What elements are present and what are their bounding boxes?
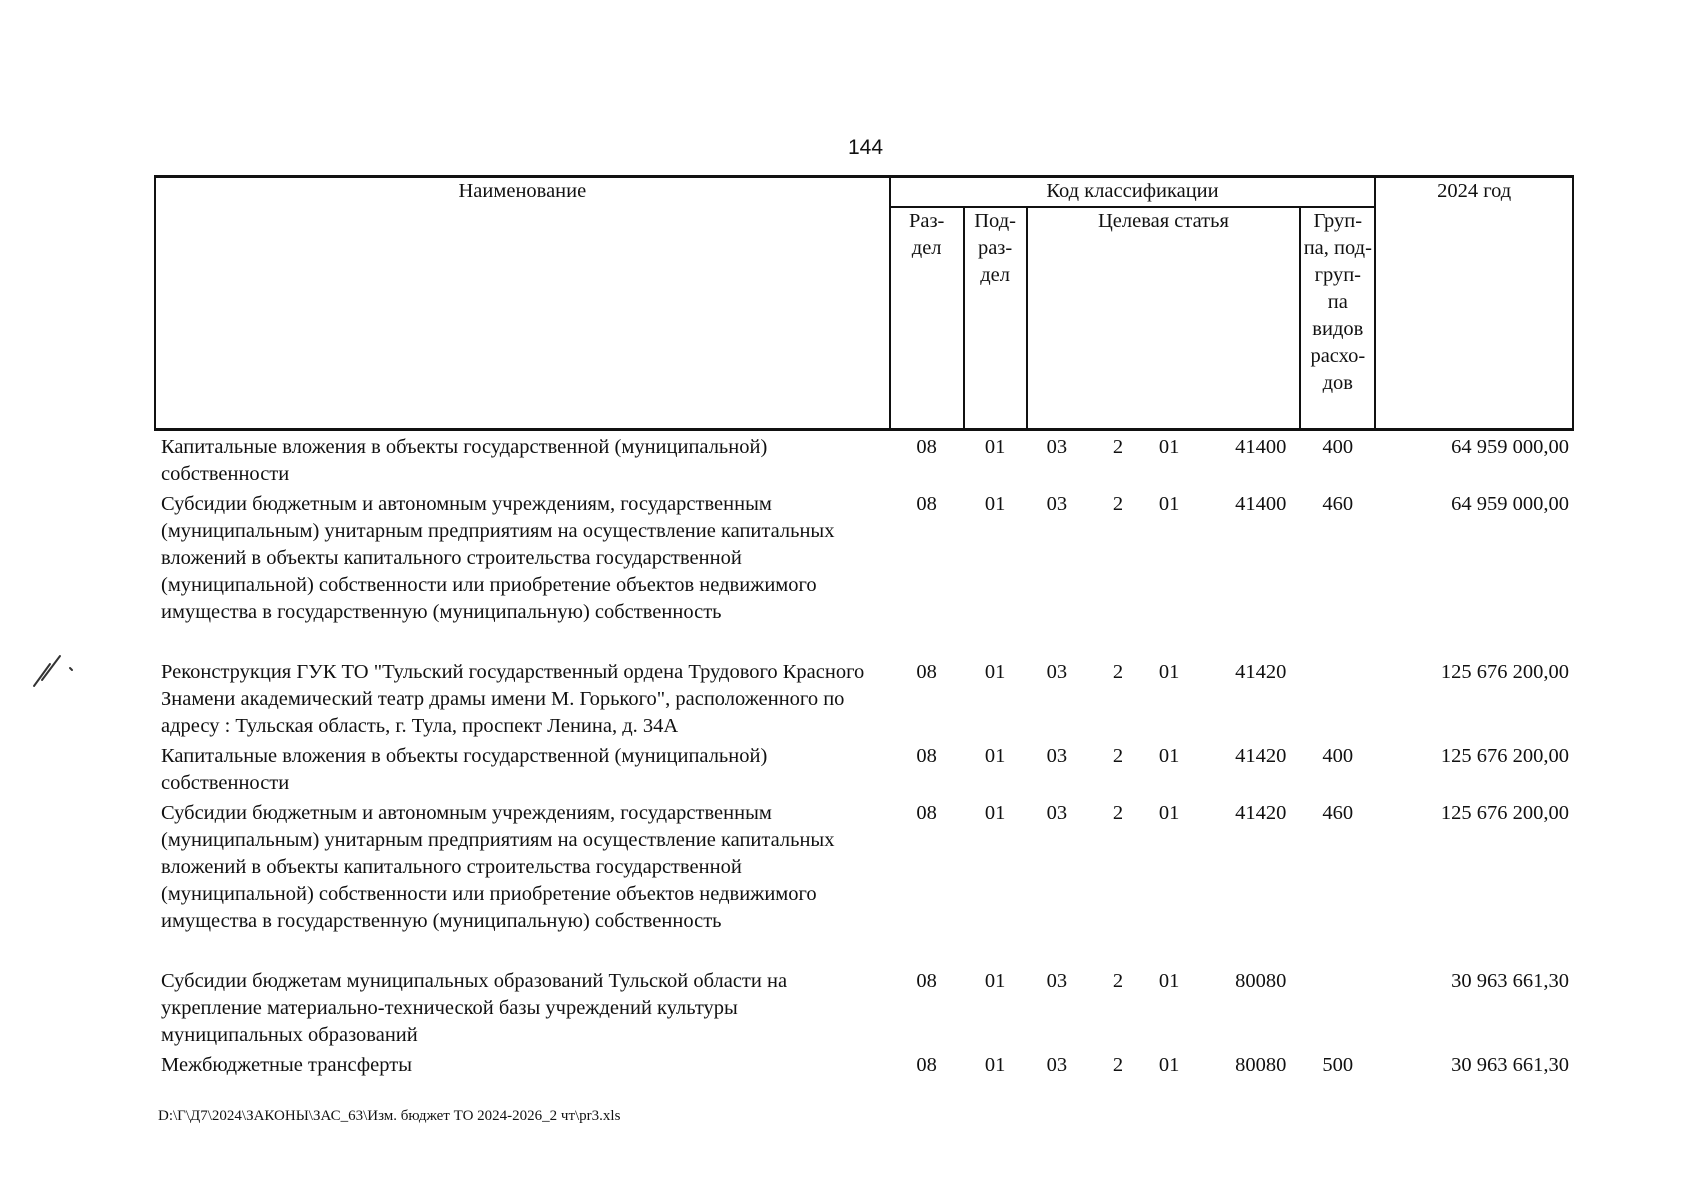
pen-mark — [30, 650, 80, 690]
row-amount: 30 963 661,30 — [1451, 970, 1569, 992]
row-subsection: 01 — [984, 661, 1006, 683]
row-subsection: 01 — [984, 436, 1006, 458]
row-target-article: 03 2 01 41420 — [1046, 661, 1287, 683]
row-section: 08 — [916, 802, 937, 824]
row-subsection: 01 — [984, 970, 1006, 992]
row-name: Субсидии бюджетным и автономным учреждениям, государственным (муниципальным) унитарным предприятиям на осуществление капитальных вложений в объекты капитального строительства государственной (муниципальной) собственности или приобретение объектов недвижимого имущества в государственную (муниципальную) собственность — [161, 802, 835, 932]
row-amount: 64 959 000,00 — [1451, 436, 1569, 458]
header-year: 2024 год — [1375, 177, 1573, 430]
row-group: 460 — [1322, 493, 1354, 515]
row-name: Капитальные вложения в объекты государственной (муниципальной) собственности — [161, 745, 768, 794]
row-amount: 30 963 661,30 — [1451, 1054, 1569, 1076]
row-name: Межбюджетные трансферты — [161, 1054, 412, 1076]
row-group: 460 — [1322, 802, 1354, 824]
header-subsection: Под- раз- дел — [964, 207, 1027, 430]
row-subsection: 01 — [984, 493, 1006, 515]
row-target-article: 03 2 01 80080 — [1046, 1054, 1287, 1076]
header-classification-code: Код классификации — [890, 177, 1376, 208]
row-target-article: 03 2 01 41420 — [1046, 745, 1287, 767]
row-section: 08 — [916, 661, 937, 683]
row-target-article: 03 2 01 80080 — [1046, 970, 1287, 992]
table-row — [155, 1049, 1573, 1079]
table-row — [155, 740, 1573, 797]
row-amount: 125 676 200,00 — [1440, 745, 1569, 767]
row-amount: 64 959 000,00 — [1451, 493, 1569, 515]
header-target-article: Целевая статья — [1027, 207, 1301, 430]
budget-table — [154, 175, 1574, 1079]
row-subsection: 01 — [984, 802, 1006, 824]
row-target-article: 03 2 01 41400 — [1046, 493, 1287, 515]
row-group: 400 — [1322, 745, 1354, 767]
table-row — [155, 488, 1573, 656]
row-target-article: 03 2 01 41420 — [1046, 802, 1287, 824]
table-row — [155, 797, 1573, 965]
table-row — [155, 656, 1573, 740]
row-name: Субсидии бюджетным и автономным учреждениям, государственным (муниципальным) унитарным предприятиям на осуществление капитальных вложений в объекты капитального строительства государственной (муниципальной) собственности или приобретение объектов недвижимого имущества в государственную (муниципальную) собственность — [161, 493, 835, 623]
table-row — [155, 965, 1573, 1049]
row-section: 08 — [916, 1054, 937, 1076]
row-group — [1300, 965, 1375, 1049]
header-name: Наименование — [155, 177, 890, 430]
header-section: Раз- дел — [890, 207, 964, 430]
row-group: 500 — [1322, 1054, 1354, 1076]
footer-file-path: D:\Г\Д7\2024\ЗАКОНЫ\ЗАС_63\Изм. бюджет ТО 2024-2026_2 чт\pr3.xls — [158, 1108, 621, 1124]
row-amount: 125 676 200,00 — [1440, 661, 1569, 683]
row-section: 08 — [916, 745, 937, 767]
table-row — [155, 430, 1573, 489]
row-section: 08 — [916, 493, 937, 515]
row-section: 08 — [916, 970, 937, 992]
page-number: 144 — [848, 136, 884, 159]
row-group — [1300, 656, 1375, 740]
row-group: 400 — [1322, 436, 1354, 458]
row-section: 08 — [916, 436, 937, 458]
row-subsection: 01 — [984, 1054, 1006, 1076]
row-subsection: 01 — [984, 745, 1006, 767]
header-expense-group: Груп- па, под- груп- па видов расхо- дов — [1300, 207, 1375, 430]
row-amount: 125 676 200,00 — [1440, 802, 1569, 824]
row-name: Реконструкция ГУК ТО "Тульский государственный ордена Трудового Красного Знамени академический театр драмы имени М. Горького", расположенного по адресу : Тульская область, г. Тула, проспект Ленина, д. 34А — [161, 661, 865, 737]
row-target-article: 03 2 01 41400 — [1046, 436, 1287, 458]
row-name: Капитальные вложения в объекты государственной (муниципальной) собственности — [161, 436, 768, 485]
row-name: Субсидии бюджетам муниципальных образований Тульской области на укрепление материально-технической базы учреждений культуры муниципальных образований — [161, 970, 788, 1046]
